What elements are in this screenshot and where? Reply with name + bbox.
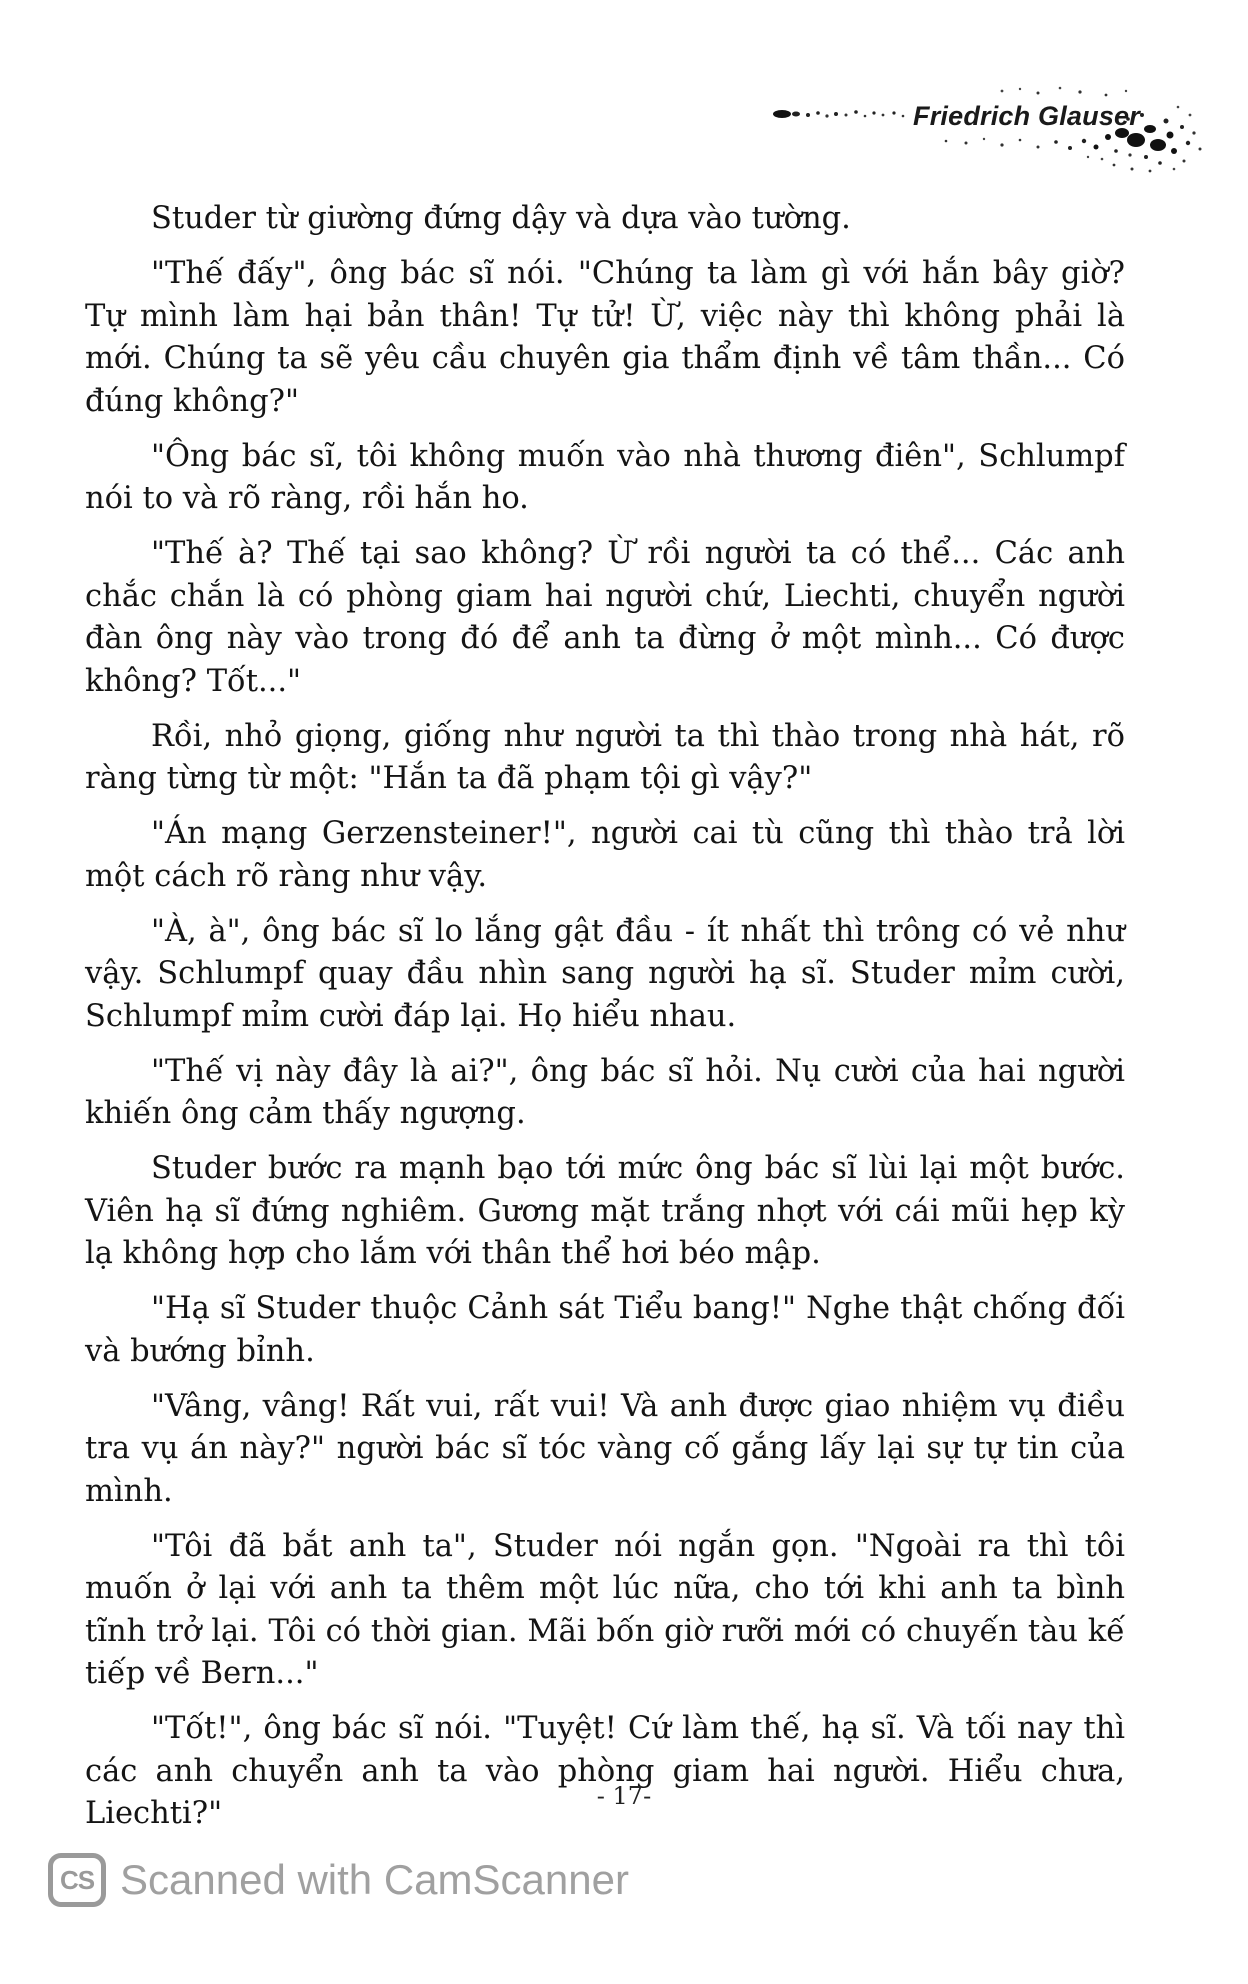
paragraph: "Thế vị này đây là ai?", ông bác sĩ hỏi. Nụ cười của hai người khiến ông cảm thấy ngượng. [85,1053,1125,1131]
paragraph: "Thế đấy", ông bác sĩ nói. "Chúng ta làm gì với hắn bây giờ? Tự mình làm hại bản thân! Tự tử! Ừ, việc này thì không phải là mới. Chúng ta sẽ yêu cầu chuyên gia thẩm định về tâm thần... Có đúng không?" [85,256,1125,419]
running-header [770,85,1210,205]
paragraph: "Tốt!", ông bác sĩ nói. "Tuyệt! Cứ làm thế, hạ sĩ. Và tối nay thì các anh chuyển anh ta vào phòng giam hai người. Hiểu chưa, Liechti?" [85,1711,1125,1831]
paragraph: Rồi, nhỏ giọng, giống như người ta thì thào trong nhà hát, rõ ràng từng từ một: "Hắn ta đã phạm tội gì vậy?" [85,718,1125,796]
paragraph: Studer bước ra mạnh bạo tới mức ông bác sĩ lùi lại một bước. Viên hạ sĩ đứng nghiêm. Gương mặt trắng nhợt với cái mũi hẹp kỳ lạ không hợp cho lắm với thân thể hơi béo mập. [85,1151,1125,1271]
paragraph: "Vâng, vâng! Rất vui, rất vui! Và anh được giao nhiệm vụ điều tra vụ án này?" người bác sĩ tóc vàng cố gắng lấy lại sự tự tin của mình. [85,1388,1125,1509]
body-text [85,198,1125,1848]
page-number: - 17- [596,1782,652,1810]
header-author-name: Friedrich Glauser [913,101,1140,131]
paragraph: "Tôi đã bắt anh ta", Studer nói ngắn gọn. "Ngoài ra thì tôi muốn ở lại với anh ta thêm một lúc nữa, cho tới khi anh ta bình tĩnh trở lại. Tôi có thời gian. Mãi bốn giờ rưỡi mới có chuyến tàu kế tiếp về Bern..." [85,1528,1125,1691]
camscanner-logo-icon: CS [48,1853,106,1907]
camscanner-watermark-text: Scanned with CamScanner [120,1856,629,1903]
paragraph: "Hạ sĩ Studer thuộc Cảnh sát Tiểu bang!" Nghe thật chống đối và bướng bỉnh. [85,1291,1125,1369]
paragraph: "Ông bác sĩ, tôi không muốn vào nhà thương điên", Schlumpf nói to và rõ ràng, rồi hắn ho. [85,438,1125,516]
paragraph: "À, à", ông bác sĩ lo lắng gật đầu - ít nhất thì trông có vẻ như vậy. Schlumpf quay đầu nhìn sang người hạ sĩ. Studer mỉm cười, Schlumpf mỉm cười đáp lại. Họ hiểu nhau. [85,913,1125,1034]
paragraph: "Thế à? Thế tại sao không? Ừ rồi người ta có thể... Các anh chắc chắn là có phòng giam hai người chứ, Liechti, chuyển người đàn ông này vào trong đó để anh ta đừng ở một mình... Có được không? Tốt..." [85,536,1125,699]
paragraph: Studer từ giường đứng dậy và dựa vào tường. [151,201,851,236]
paragraph: "Án mạng Gerzensteiner!", người cai tù cũng thì thào trả lời một cách rõ ràng như vậy. [85,816,1125,894]
